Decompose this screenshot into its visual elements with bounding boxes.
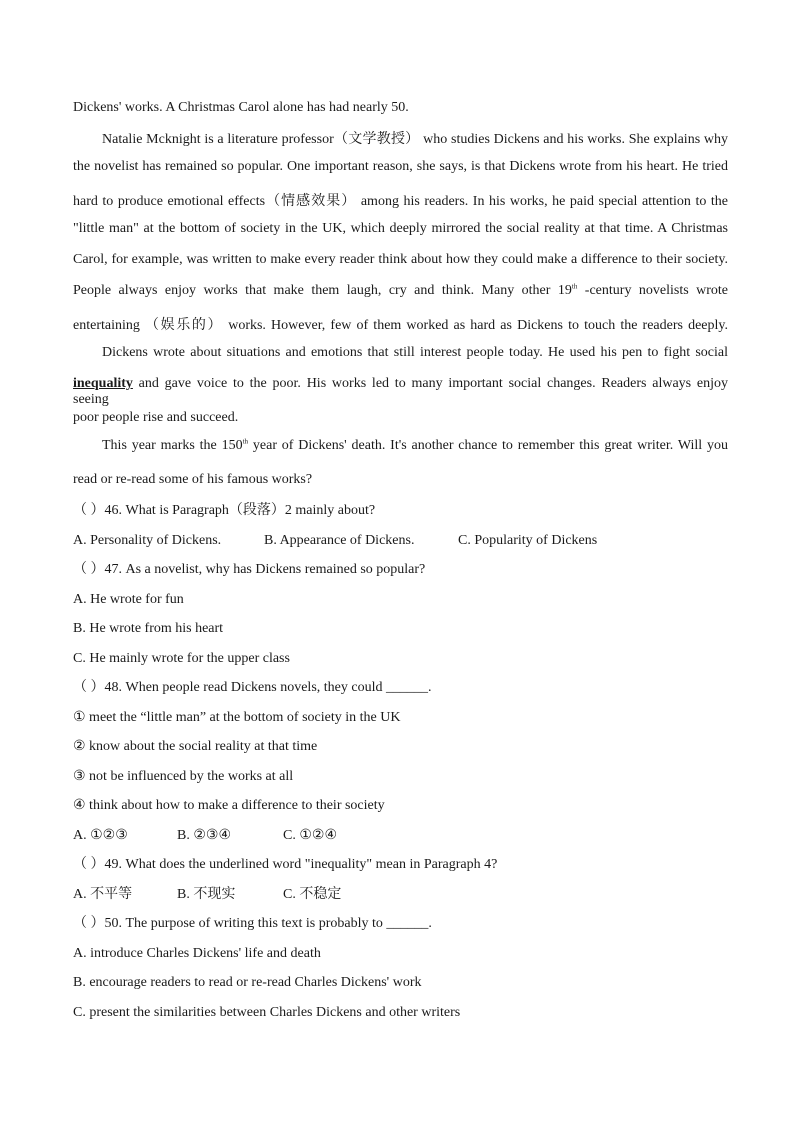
option-b[interactable]: B. 不现实 [177, 886, 236, 902]
option-a[interactable]: A. Personality of Dickens. [73, 532, 222, 548]
question-stem: （ ）48. When people read Dickens novels, they could ______. [73, 680, 432, 695]
question-stem: （ ）47. As a novelist, why has Dickens remained so popular? [73, 562, 426, 577]
text-span: year of Dickens' death. It's another chance to remember this great writer. Will you [248, 438, 728, 453]
passage-line: entertaining （娱乐的） works. However, few of them worked as hard as Dickens to touch the readers deeply. [73, 318, 728, 333]
question-48 [73, 677, 728, 854]
text-span: This year marks the 150 [102, 438, 243, 453]
option-a[interactable]: A. 不平等 [73, 886, 133, 902]
option-c[interactable]: C. ①②④ [283, 827, 337, 843]
statement-1: ① meet the “little man” at the bottom of society in the UK [73, 709, 401, 725]
passage-line: "little man" at the bottom of society in the UK, which deeply mirrored the social reality at that time. A Christmas [73, 221, 728, 236]
passage-line: read or re-read some of his famous works? [73, 472, 313, 487]
text-span: People always enjoy works that make them laugh, cry and think. Many other 19 [73, 283, 572, 298]
question-stem: （ ）46. What is Paragraph（段落）2 mainly about? [73, 503, 376, 518]
passage-line: hard to produce emotional effects（情感效果） among his readers. In his works, he paid special attention to the [73, 194, 728, 209]
passage-line: Dickens wrote about situations and emotions that still interest people today. He used his pen to fight social [102, 345, 728, 360]
question-47 [73, 559, 728, 677]
options-row [73, 884, 728, 914]
option-b[interactable]: B. encourage readers to read or re-read Charles Dickens' work [73, 975, 422, 990]
underlined-word: inequality [73, 376, 133, 391]
statement-3: ③ not be influenced by the works at all [73, 768, 294, 784]
paragraph-2 [73, 128, 728, 345]
passage-line [73, 438, 728, 469]
option-c[interactable]: C. Popularity of Dickens [458, 532, 598, 548]
passage-line: poor people rise and succeed. [73, 410, 239, 425]
document-page [73, 97, 728, 1031]
superscript: th [571, 283, 578, 291]
question-stem: （ ）49. What does the underlined word "inequality" mean in Paragraph 4? [73, 857, 498, 872]
statement-4: ④ think about how to make a difference to their society [73, 798, 385, 813]
options-row [73, 825, 728, 855]
question-46 [73, 500, 728, 559]
option-c[interactable]: C. present the similarities between Charles Dickens and other writers [73, 1004, 461, 1020]
option-a[interactable]: A. He wrote for fun [73, 591, 184, 607]
statement-2: ② know about the social reality at that time [73, 739, 318, 754]
option-c[interactable]: C. 不稳定 [283, 886, 342, 902]
paragraph-3 [73, 345, 728, 438]
option-b[interactable]: B. Appearance of Dickens. [264, 532, 415, 548]
passage-line [73, 376, 728, 407]
passage-line [73, 283, 728, 314]
question-stem: （ ）50. The purpose of writing this text is probably to ______. [73, 916, 432, 931]
passage-line: Natalie Mcknight is a literature professor（文学教授） who studies Dickens and his works. She explains why [102, 132, 728, 147]
text-span: and gave voice to the poor. His works led to many important social changes. Readers always enjoy seeing [73, 376, 728, 407]
question-50 [73, 913, 728, 1031]
option-b[interactable]: B. ②③④ [177, 827, 231, 843]
option-a[interactable]: A. ①②③ [73, 827, 128, 843]
paragraph-4 [73, 438, 728, 500]
option-b[interactable]: B. He wrote from his heart [73, 621, 224, 636]
passage-line: Dickens' works. A Christmas Carol alone has had nearly 50. [73, 100, 409, 115]
option-a[interactable]: A. introduce Charles Dickens' life and death [73, 945, 321, 961]
passage-line: Carol, for example, was written to make every reader think about how they could make a difference to their society. [73, 252, 728, 267]
passage-line: the novelist has remained so popular. One important reason, she says, is that Dickens wrote from his heart. He tried [73, 159, 728, 174]
options-row [73, 530, 728, 560]
question-49 [73, 854, 728, 913]
option-c[interactable]: C. He mainly wrote for the upper class [73, 650, 290, 666]
text-span: -century novelists wrote [577, 283, 728, 298]
superscript: th [242, 438, 249, 446]
